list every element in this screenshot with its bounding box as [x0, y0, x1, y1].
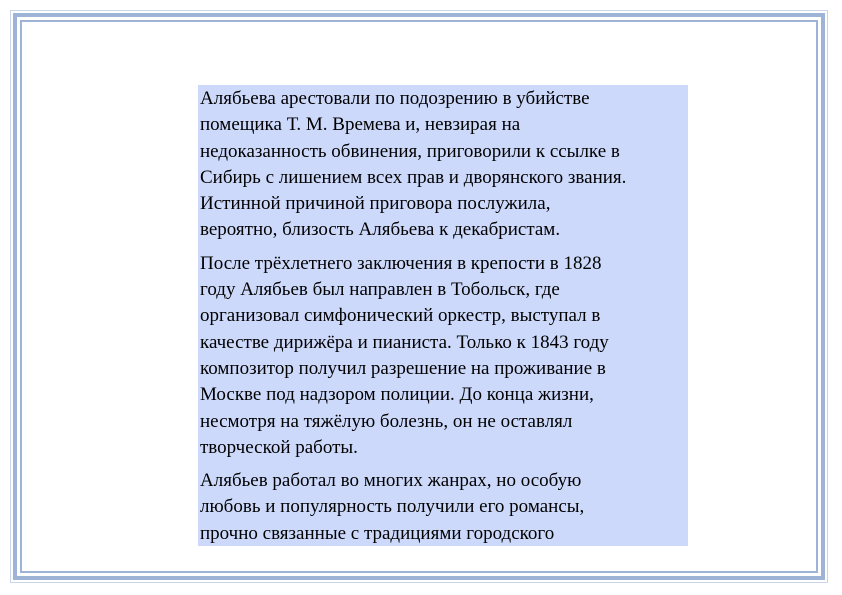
text-line: творческой работы. — [200, 436, 358, 458]
text-line: недоказанность обвинения, приговорили к ссылке в — [200, 140, 620, 162]
paragraph-genres — [200, 468, 688, 546]
text-line: вероятно, близость Алябьева к декабристам. — [200, 219, 561, 241]
text-line: качестве дирижёра и пианиста. Только к 1843 году — [200, 331, 609, 353]
text-line: композитор получил разрешение на проживание в — [200, 357, 606, 379]
text-line: прочно связанные с традициями городского — [200, 522, 555, 544]
text-line: несмотря на тяжёлую болезнь, он не оставлял — [200, 410, 573, 432]
text-line: Алябьева арестовали по подозрению в убийстве — [200, 88, 590, 109]
text-line: Истинной причиной приговора послужила, — [200, 193, 551, 215]
text-box — [198, 85, 688, 546]
text-line: Сибирь с лишением всех прав и дворянского звания. — [200, 166, 627, 188]
paragraph-arrest — [200, 86, 688, 244]
text-line: Москве под надзором полиции. До конца жизни, — [200, 384, 594, 406]
text-line: помещика Т. М. Времева и, невзирая на — [200, 114, 521, 136]
text-line: организовал симфонический оркестр, выступал в — [200, 305, 601, 327]
text-line: любовь и популярность получили его романсы, — [200, 496, 585, 518]
text-line: После трёхлетнего заключения в крепости в 1828 — [200, 252, 602, 274]
text-line: Алябьев работал во многих жанрах, но особую — [200, 470, 582, 492]
text-line: году Алябьев был направлен в Тобольск, где — [200, 279, 560, 301]
paragraph-tobolsk — [200, 251, 688, 461]
